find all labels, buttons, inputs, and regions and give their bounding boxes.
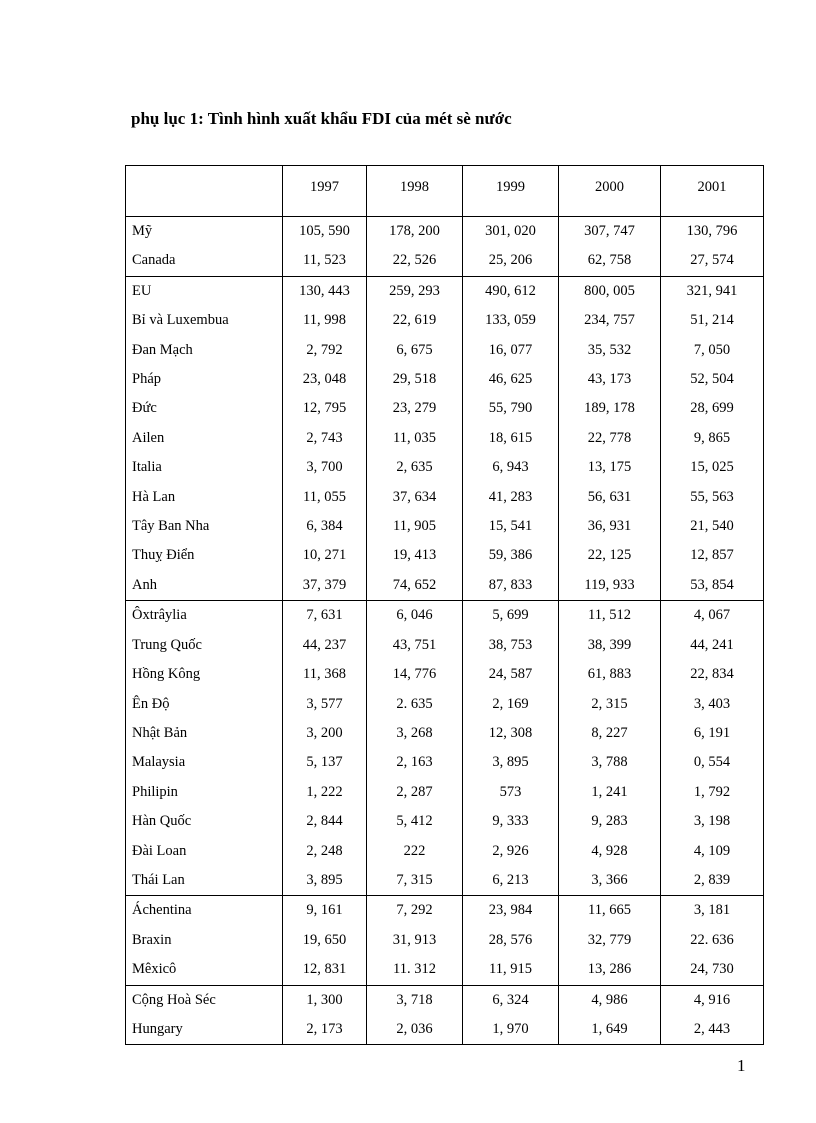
value-cell: 2, 844 [283, 807, 367, 836]
value-cell: 321, 941 [661, 276, 764, 306]
table-row [126, 926, 764, 955]
table-row [126, 837, 764, 866]
country-name: Italia [126, 453, 283, 482]
header-cell: 1998 [367, 166, 463, 217]
table-row [126, 483, 764, 512]
value-cell: 2, 036 [367, 1015, 463, 1045]
country-name: Hồng Kông [126, 660, 283, 689]
value-cell: 11, 035 [367, 424, 463, 453]
country-name: Ôxtrâylia [126, 601, 283, 631]
country-name: Đài Loan [126, 837, 283, 866]
value-cell: 55, 790 [463, 394, 559, 423]
value-cell: 4, 067 [661, 601, 764, 631]
value-cell: 2, 315 [559, 690, 661, 719]
value-cell: 573 [463, 778, 559, 807]
value-cell: 37, 379 [283, 571, 367, 601]
value-cell: 3, 268 [367, 719, 463, 748]
value-cell: 5, 137 [283, 748, 367, 777]
value-cell: 307, 747 [559, 217, 661, 247]
table-header-row [126, 166, 764, 217]
value-cell: 105, 590 [283, 217, 367, 247]
value-cell: 3, 718 [367, 985, 463, 1015]
value-cell: 11, 665 [559, 896, 661, 926]
value-cell: 62, 758 [559, 246, 661, 276]
value-cell: 19, 650 [283, 926, 367, 955]
country-name: Áchentina [126, 896, 283, 926]
value-cell: 234, 757 [559, 306, 661, 335]
value-cell: 43, 751 [367, 631, 463, 660]
value-cell: 14, 776 [367, 660, 463, 689]
value-cell: 130, 443 [283, 276, 367, 306]
value-cell: 11, 368 [283, 660, 367, 689]
value-cell: 15, 025 [661, 453, 764, 482]
value-cell: 32, 779 [559, 926, 661, 955]
table-row [126, 690, 764, 719]
value-cell: 4, 986 [559, 985, 661, 1015]
country-name: Hungary [126, 1015, 283, 1045]
table-row [126, 512, 764, 541]
header-cell: 2000 [559, 166, 661, 217]
country-name: Nhật Bản [126, 719, 283, 748]
value-cell: 8, 227 [559, 719, 661, 748]
value-cell: 59, 386 [463, 541, 559, 570]
country-name: Mêxicô [126, 955, 283, 985]
value-cell: 133, 059 [463, 306, 559, 335]
value-cell: 27, 574 [661, 246, 764, 276]
fdi-table [125, 165, 764, 1045]
table-body [126, 217, 764, 1045]
value-cell: 52, 504 [661, 365, 764, 394]
country-name: Thái Lan [126, 866, 283, 896]
value-cell: 6, 213 [463, 866, 559, 896]
table-row [126, 336, 764, 365]
value-cell: 24, 730 [661, 955, 764, 985]
value-cell: 55, 563 [661, 483, 764, 512]
value-cell: 11, 915 [463, 955, 559, 985]
table-row [126, 1015, 764, 1045]
value-cell: 12, 831 [283, 955, 367, 985]
value-cell: 1, 649 [559, 1015, 661, 1045]
value-cell: 22, 526 [367, 246, 463, 276]
value-cell: 2, 169 [463, 690, 559, 719]
value-cell: 3, 700 [283, 453, 367, 482]
value-cell: 2, 248 [283, 837, 367, 866]
country-name: EU [126, 276, 283, 306]
value-cell: 2, 173 [283, 1015, 367, 1045]
value-cell: 21, 540 [661, 512, 764, 541]
value-cell: 7, 292 [367, 896, 463, 926]
value-cell: 22, 619 [367, 306, 463, 335]
table-row [126, 246, 764, 276]
country-name: Braxin [126, 926, 283, 955]
value-cell: 16, 077 [463, 336, 559, 365]
country-name: Thuỵ Điển [126, 541, 283, 570]
table-row [126, 631, 764, 660]
header-cell: 2001 [661, 166, 764, 217]
value-cell: 43, 173 [559, 365, 661, 394]
country-name: Ailen [126, 424, 283, 453]
value-cell: 3, 788 [559, 748, 661, 777]
value-cell: 11, 055 [283, 483, 367, 512]
value-cell: 301, 020 [463, 217, 559, 247]
value-cell: 38, 399 [559, 631, 661, 660]
value-cell: 6, 191 [661, 719, 764, 748]
value-cell: 74, 652 [367, 571, 463, 601]
value-cell: 9, 333 [463, 807, 559, 836]
value-cell: 31, 913 [367, 926, 463, 955]
value-cell: 41, 283 [463, 483, 559, 512]
country-name: Hàn Quốc [126, 807, 283, 836]
value-cell: 2, 926 [463, 837, 559, 866]
value-cell: 7, 050 [661, 336, 764, 365]
value-cell: 7, 631 [283, 601, 367, 631]
country-name: Ên Độ [126, 690, 283, 719]
value-cell: 2, 443 [661, 1015, 764, 1045]
value-cell: 53, 854 [661, 571, 764, 601]
value-cell: 15, 541 [463, 512, 559, 541]
value-cell: 22, 125 [559, 541, 661, 570]
table-row [126, 453, 764, 482]
country-name: Canada [126, 246, 283, 276]
value-cell: 6, 384 [283, 512, 367, 541]
country-name: Tây Ban Nha [126, 512, 283, 541]
table-row [126, 541, 764, 570]
value-cell: 61, 883 [559, 660, 661, 689]
value-cell: 1, 300 [283, 985, 367, 1015]
table-row [126, 217, 764, 247]
country-name: Đan Mạch [126, 336, 283, 365]
value-cell: 22. 636 [661, 926, 764, 955]
value-cell: 13, 175 [559, 453, 661, 482]
value-cell: 44, 237 [283, 631, 367, 660]
value-cell: 6, 943 [463, 453, 559, 482]
value-cell: 222 [367, 837, 463, 866]
value-cell: 12, 308 [463, 719, 559, 748]
value-cell: 12, 795 [283, 394, 367, 423]
value-cell: 3, 577 [283, 690, 367, 719]
value-cell: 11, 905 [367, 512, 463, 541]
value-cell: 5, 699 [463, 601, 559, 631]
value-cell: 87, 833 [463, 571, 559, 601]
header-cell: 1999 [463, 166, 559, 217]
value-cell: 2, 287 [367, 778, 463, 807]
table-row [126, 778, 764, 807]
value-cell: 3, 895 [283, 866, 367, 896]
value-cell: 2, 792 [283, 336, 367, 365]
value-cell: 35, 532 [559, 336, 661, 365]
value-cell: 119, 933 [559, 571, 661, 601]
value-cell: 2, 839 [661, 866, 764, 896]
value-cell: 0, 554 [661, 748, 764, 777]
value-cell: 4, 109 [661, 837, 764, 866]
value-cell: 4, 928 [559, 837, 661, 866]
value-cell: 9, 283 [559, 807, 661, 836]
value-cell: 3, 200 [283, 719, 367, 748]
value-cell: 189, 178 [559, 394, 661, 423]
table-row [126, 985, 764, 1015]
country-name: Mỹ [126, 217, 283, 247]
value-cell: 6, 324 [463, 985, 559, 1015]
value-cell: 2. 635 [367, 690, 463, 719]
value-cell: 4, 916 [661, 985, 764, 1015]
value-cell: 9, 865 [661, 424, 764, 453]
value-cell: 2, 163 [367, 748, 463, 777]
value-cell: 6, 046 [367, 601, 463, 631]
country-name: Đức [126, 394, 283, 423]
table-row [126, 601, 764, 631]
value-cell: 259, 293 [367, 276, 463, 306]
value-cell: 9, 161 [283, 896, 367, 926]
value-cell: 3, 366 [559, 866, 661, 896]
country-name: Malaysia [126, 748, 283, 777]
value-cell: 2, 743 [283, 424, 367, 453]
value-cell: 3, 403 [661, 690, 764, 719]
table-row [126, 748, 764, 777]
value-cell: 12, 857 [661, 541, 764, 570]
country-name: Cộng Hoà Séc [126, 985, 283, 1015]
value-cell: 51, 214 [661, 306, 764, 335]
table-row [126, 571, 764, 601]
value-cell: 1, 222 [283, 778, 367, 807]
value-cell: 18, 615 [463, 424, 559, 453]
value-cell: 3, 895 [463, 748, 559, 777]
value-cell: 130, 796 [661, 217, 764, 247]
value-cell: 5, 412 [367, 807, 463, 836]
value-cell: 1, 970 [463, 1015, 559, 1045]
table-row [126, 719, 764, 748]
table-row [126, 955, 764, 985]
value-cell: 29, 518 [367, 365, 463, 394]
value-cell: 178, 200 [367, 217, 463, 247]
value-cell: 3, 198 [661, 807, 764, 836]
value-cell: 24, 587 [463, 660, 559, 689]
value-cell: 38, 753 [463, 631, 559, 660]
table-row [126, 365, 764, 394]
value-cell: 11. 312 [367, 955, 463, 985]
value-cell: 800, 005 [559, 276, 661, 306]
country-name: Hà Lan [126, 483, 283, 512]
value-cell: 22, 778 [559, 424, 661, 453]
table-row [126, 424, 764, 453]
value-cell: 11, 512 [559, 601, 661, 631]
value-cell: 10, 271 [283, 541, 367, 570]
page-title: phụ lục 1: Tình hình xuất khẩu FDI của mét sè nước [131, 109, 512, 128]
header-cell: 1997 [283, 166, 367, 217]
value-cell: 25, 206 [463, 246, 559, 276]
table-row [126, 306, 764, 335]
value-cell: 13, 286 [559, 955, 661, 985]
value-cell: 28, 699 [661, 394, 764, 423]
value-cell: 46, 625 [463, 365, 559, 394]
value-cell: 2, 635 [367, 453, 463, 482]
country-name: Anh [126, 571, 283, 601]
table-row [126, 660, 764, 689]
value-cell: 3, 181 [661, 896, 764, 926]
value-cell: 36, 931 [559, 512, 661, 541]
country-name: Trung Quốc [126, 631, 283, 660]
value-cell: 6, 675 [367, 336, 463, 365]
value-cell: 23, 984 [463, 896, 559, 926]
value-cell: 11, 998 [283, 306, 367, 335]
value-cell: 23, 048 [283, 365, 367, 394]
value-cell: 1, 792 [661, 778, 764, 807]
value-cell: 19, 413 [367, 541, 463, 570]
country-name: Bỉ và Luxembua [126, 306, 283, 335]
country-name: Philipin [126, 778, 283, 807]
value-cell: 490, 612 [463, 276, 559, 306]
table-row [126, 394, 764, 423]
value-cell: 1, 241 [559, 778, 661, 807]
value-cell: 28, 576 [463, 926, 559, 955]
table-row [126, 866, 764, 896]
value-cell: 7, 315 [367, 866, 463, 896]
value-cell: 22, 834 [661, 660, 764, 689]
value-cell: 37, 634 [367, 483, 463, 512]
country-name: Pháp [126, 365, 283, 394]
table-row [126, 896, 764, 926]
value-cell: 23, 279 [367, 394, 463, 423]
value-cell: 44, 241 [661, 631, 764, 660]
value-cell: 56, 631 [559, 483, 661, 512]
table-row [126, 276, 764, 306]
header-cell [126, 166, 283, 217]
value-cell: 11, 523 [283, 246, 367, 276]
table-row [126, 807, 764, 836]
page-number: 1 [737, 1056, 746, 1075]
